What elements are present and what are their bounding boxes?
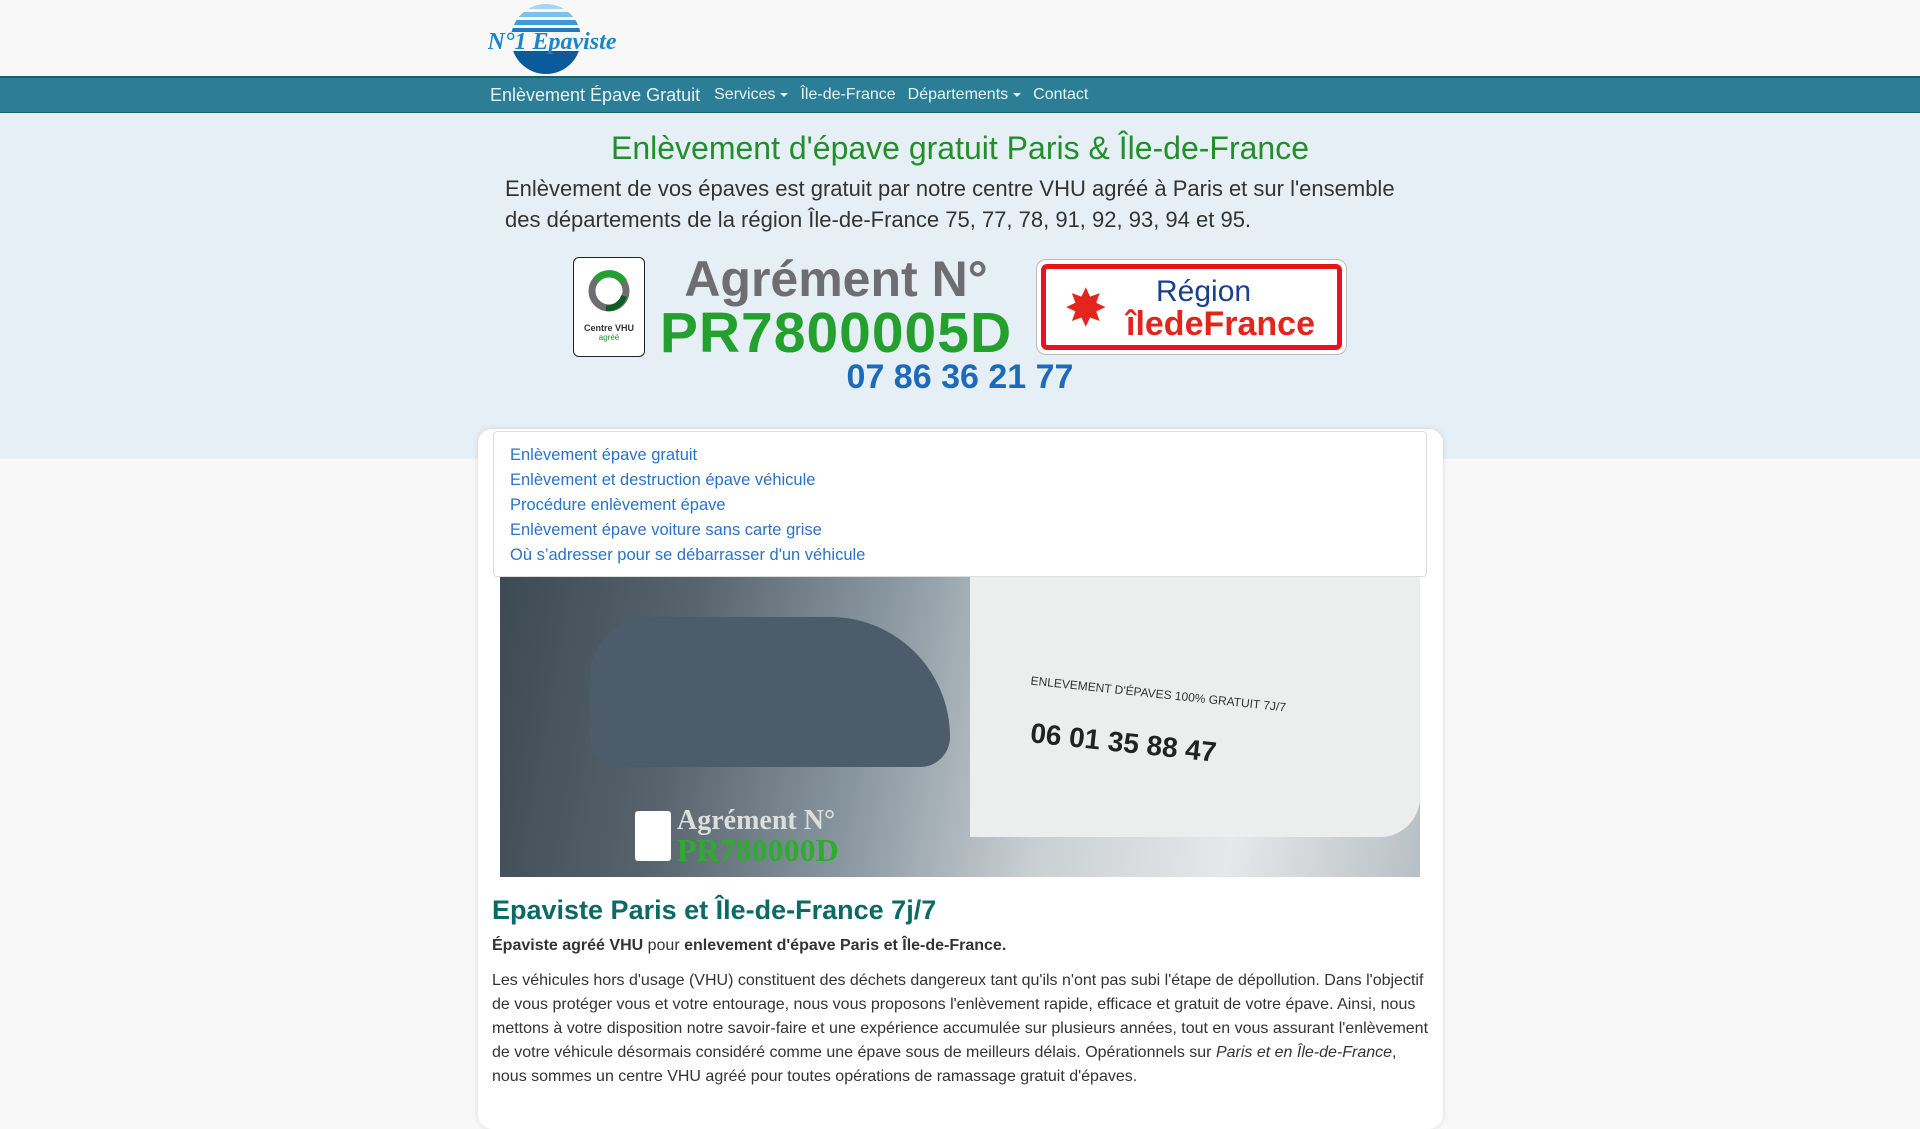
nav-label: Services: [714, 86, 776, 103]
overlay-label: Agrément N°: [677, 805, 836, 836]
vhu-logo-icon: [635, 811, 671, 861]
region-idf-logo: [1036, 259, 1347, 355]
vhu-badge-subtitle: agréé: [598, 333, 620, 342]
overlay-number: PR780000D: [677, 832, 839, 868]
body-emphasis: Paris et en Île-de-France: [1215, 1044, 1393, 1061]
agrement-number: PR7800005D: [659, 301, 1013, 365]
toc-link[interactable]: Où s’adresser pour se débarrasser d'un véhicule: [510, 546, 866, 564]
nav-contact[interactable]: Contact: [1033, 86, 1089, 103]
agrement-label: Agrément N°: [684, 251, 988, 307]
body-text-1: Les véhicules hors d'usage (VHU) constituent des déchets dangereux tant qu'ils n'ont pas subi l'étape de dépollution. Dans l'objectif de vous protéger vous et votre entourage, nous vous proposons l'enlèvement rapide, efficace et gratuit de votre épave. Ainsi, nous mettons à votre disposition notre savoir-faire et une expérience accumulée sur plusieurs années, tout en vous assurant l'enlèvement de votre véhicule désormais considéré comme une épave sous de meilleurs délais. Opérationnels sur: [492, 972, 1429, 1061]
agrement-block: [655, 251, 1017, 365]
nav-brand[interactable]: Enlèvement Épave Gratuit: [490, 84, 701, 105]
lead-mid: pour: [643, 937, 685, 954]
vhu-badge-title: Centre VHU: [583, 323, 634, 333]
hero-intro: Enlèvement de vos épaves est gratuit par notre centre VHU agréé à Paris et sur l'ensemble des départements de la région Île-de-France 75, 77, 78, 91, 92, 93, 94 et 95.: [505, 176, 1395, 232]
nav-services[interactable]: [714, 86, 788, 104]
lead-bold-2: enlevement d'épave Paris et Île-de-France.: [684, 937, 1007, 954]
body-text-2: , nous sommes un centre VHU agréé pour toutes opérations de ramassage gratuit d'épaves.: [492, 1044, 1397, 1085]
navbar: [0, 76, 1920, 113]
toc-link[interactable]: Enlèvement épave gratuit: [510, 446, 698, 464]
caret-down-icon: [780, 93, 788, 97]
lead-bold-1: Épaviste agréé VHU: [492, 937, 644, 954]
region-line2: îledeFrance: [1126, 305, 1315, 343]
lead-text: [492, 937, 1006, 955]
region-line1: Région: [1156, 275, 1252, 308]
photo-agrement-overlay: [635, 805, 839, 868]
toc-link[interactable]: Enlèvement et destruction épave véhicule: [510, 471, 816, 489]
vhu-logo-icon: [584, 266, 634, 316]
van-shape: [970, 577, 1420, 837]
table-of-contents: [493, 431, 1427, 577]
svg-text:N°1 Epaviste: N°1 Epaviste: [488, 29, 616, 55]
section-heading: Epaviste Paris et Île-de-France 7j/7: [492, 895, 937, 925]
toc-link[interactable]: Procédure enlèvement épave: [510, 496, 726, 514]
centre-vhu-badge: [573, 257, 645, 357]
phone-number[interactable]: 07 86 36 21 77: [846, 358, 1074, 396]
tow-truck-photo: [500, 577, 1420, 877]
star-icon: ✸: [1064, 280, 1108, 338]
van-small-text: ENLEVEMENT D'ÉPAVES 100% GRATUIT 7J/7: [1029, 673, 1287, 715]
nav-label: Départements: [907, 86, 1009, 103]
toc-link[interactable]: Enlèvement épave voiture sans carte grise: [510, 521, 822, 539]
caret-down-icon: [1013, 93, 1021, 97]
page-title: Enlèvement d'épave gratuit Paris & Île-de-France: [610, 130, 1309, 166]
nav-ile-de-france[interactable]: Île-de-France: [800, 86, 896, 103]
van-phone-text: 06 01 35 88 47: [1028, 717, 1219, 768]
header: [0, 0, 1920, 76]
car-shape: [590, 617, 950, 767]
nav-departements[interactable]: [908, 86, 1022, 104]
site-logo[interactable]: [488, 3, 616, 75]
body-paragraph: [492, 969, 1432, 1089]
